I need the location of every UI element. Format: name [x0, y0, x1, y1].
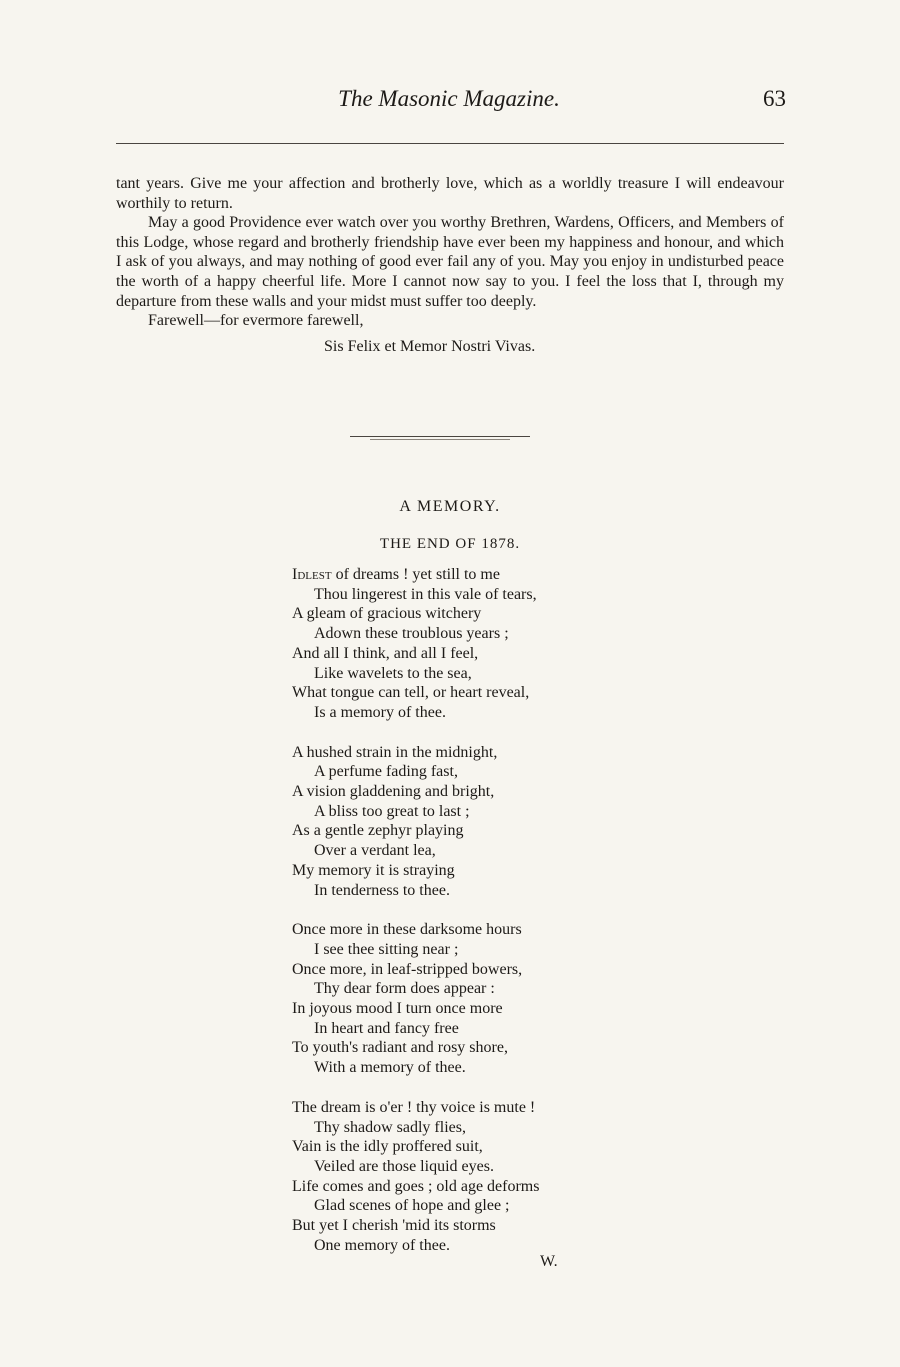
poem-line: Life comes and goes ; old age deforms — [292, 1177, 540, 1195]
running-head — [112, 86, 786, 120]
poem-line: One memory of thee. — [314, 1236, 450, 1254]
prose-continuation — [116, 174, 784, 356]
stanza-4 — [292, 1098, 712, 1256]
stanza-3 — [292, 920, 712, 1078]
poem-line: A perfume fading fast, — [314, 763, 458, 781]
poem-body — [292, 565, 712, 1276]
drop-first-word: Idlest — [292, 566, 332, 583]
poem-line: The dream is o'er ! thy voice is mute ! — [292, 1098, 536, 1116]
poem-line: But yet I cherish 'mid its storms — [292, 1217, 496, 1235]
header-rule — [116, 143, 784, 144]
latin-signoff: Sis Felix et Memor Nostri Vivas. — [324, 337, 536, 355]
poem-line: Thy dear form does appear : — [314, 980, 495, 998]
poem-line: As a gentle zephyr playing — [292, 822, 464, 840]
poem-line: I see thee sitting near ; — [314, 940, 459, 958]
author-signature: W. — [540, 1253, 558, 1270]
poem-line: Vain is the idly proffered suit, — [292, 1138, 483, 1156]
poem-line: Veiled are those liquid eyes. — [314, 1157, 494, 1175]
poem-line: In joyous mood I turn once more — [292, 1000, 503, 1018]
poem-line: A bliss too great to last ; — [314, 802, 470, 820]
poem-line: Like wavelets to the sea, — [314, 664, 472, 682]
farewell-line: Farewell—for evermore farewell, — [148, 312, 364, 330]
poem-line: Thou lingerest in this vale of tears, — [314, 585, 537, 603]
poem-line: My memory it is straying — [292, 861, 455, 879]
poem-line: Once more in these darksome hours — [292, 921, 522, 939]
page-number: 63 — [763, 86, 786, 111]
poem-line: A gleam of gracious witchery — [292, 605, 482, 623]
poem-subtitle: THE END OF 1878. — [379, 536, 521, 552]
poem-line: What tongue can tell, or heart reveal, — [292, 684, 530, 702]
running-title: The Masonic Magazine. — [338, 86, 560, 111]
stanza-1 — [292, 565, 712, 723]
prose-paragraph-1: tant years. Give me your affection and brotherly love, which as a worldly treasure I will endeavour worthily to return. — [116, 175, 784, 212]
poem-line: A vision gladdening and bright, — [292, 783, 495, 801]
poem-line: Idlest of dreams ! yet still to me — [292, 566, 500, 583]
poem-line: And all I think, and all I feel, — [292, 644, 479, 662]
poem-line: A hushed strain in the midnight, — [292, 743, 498, 761]
poem-line: With a memory of thee. — [314, 1059, 466, 1077]
poem-line: Glad scenes of hope and glee ; — [314, 1197, 510, 1215]
poem-line: In tenderness to thee. — [314, 881, 450, 899]
poem-line: In heart and fancy free — [314, 1019, 459, 1037]
poem-line: Over a verdant lea, — [314, 842, 436, 860]
poem-line: Is a memory of thee. — [314, 703, 446, 721]
poem-line: Thy shadow sadly flies, — [314, 1118, 466, 1136]
section-divider — [350, 436, 530, 437]
poem-line: Once more, in leaf-stripped bowers, — [292, 960, 523, 978]
stanza-2 — [292, 743, 712, 901]
poem-line: Adown these troublous years ; — [314, 625, 509, 643]
poem-title: A MEMORY. — [399, 498, 501, 515]
prose-paragraph-2: May a good Providence ever watch over you worthy Brethren, Wardens, Officers, and Members of this Lodge, whose regard and brotherly friendship have ever been my happiness and honour, and which I ask of you always, and may nothing of good ever fail any of you. May you enjoy in undisturbed peace the worth of a happy cheerful life. More I cannot now say to you. I feel the loss that I, through my departure from these walls and your midst must suffer too deeply. — [116, 214, 784, 310]
poem-line: To youth's radiant and rosy shore, — [292, 1039, 508, 1057]
